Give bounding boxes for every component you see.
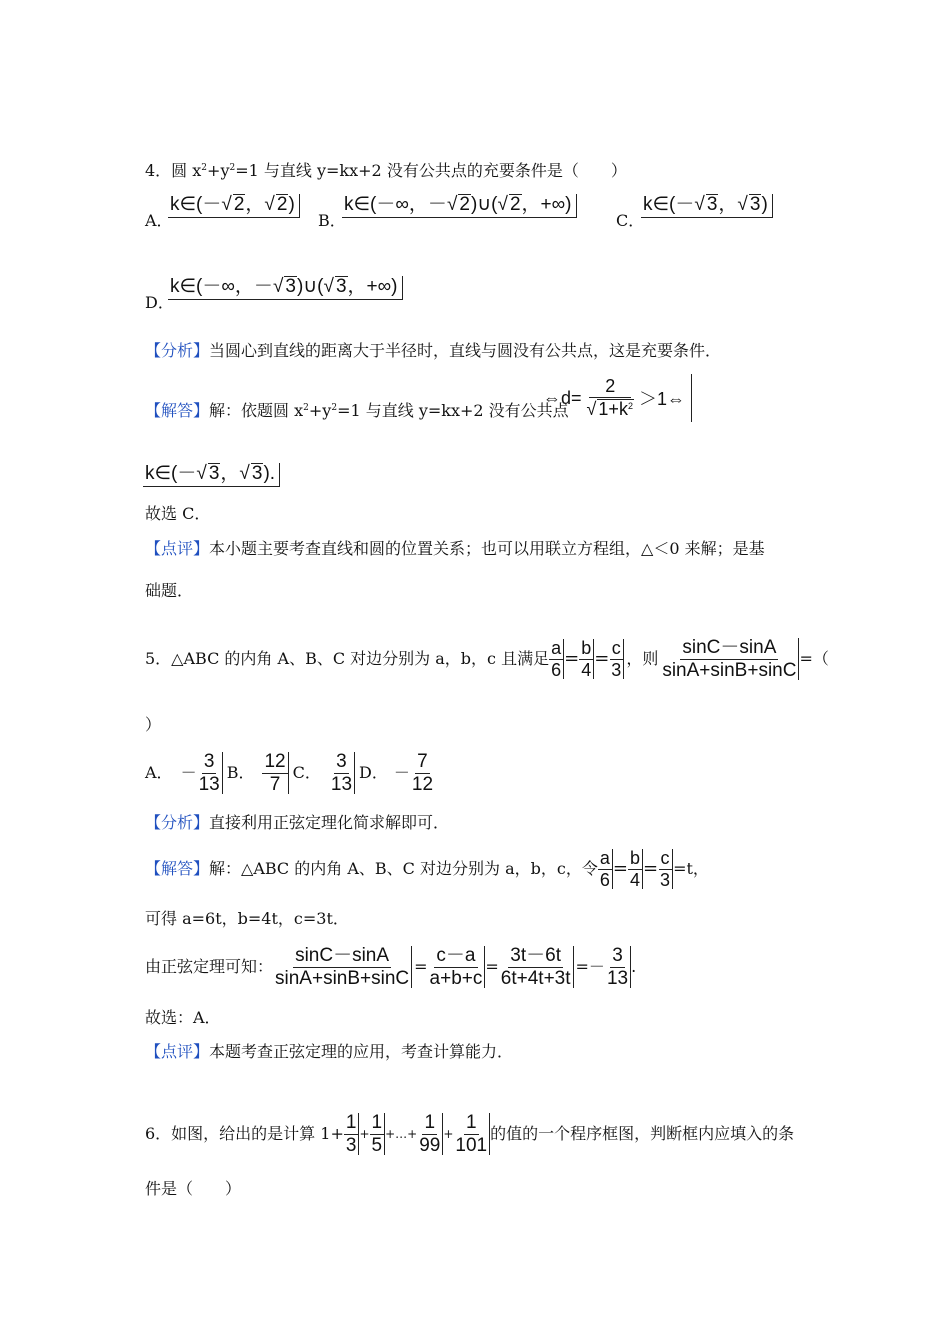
q4-option-a-label: A． xyxy=(145,211,173,230)
q5-option-c-value: $\frac{3}{13}$ xyxy=(329,752,355,795)
analysis-tag: 【分析】 xyxy=(145,813,210,832)
q5-comment: 【点评】本题考查正弦定理的应用，考查计算能力． xyxy=(145,1042,514,1061)
q5-choice: 故选：A． xyxy=(145,1008,221,1027)
q4-choice: 故选 C． xyxy=(145,504,211,523)
q6-stem-line2: 件是（ ） xyxy=(145,1179,242,1198)
q4-stem: 4．圆 $x^2+y^2=1$ 与直线 y=kx+2 没有公共点的充要条件是（ ） xyxy=(145,161,627,180)
q5-analysis: 【分析】直接利用正弦定理化简求解即可． xyxy=(145,813,450,832)
q4-option-d-label: D． xyxy=(145,293,174,312)
comment-tag: 【点评】 xyxy=(145,539,210,558)
q4-distance-formula: ⇔d= $\frac{2}{√ 1+k^2}$ ＞1⇔ xyxy=(543,374,692,422)
q4-option-b-formula: k∈(－∞，－√ 2)∪(√ 2，+∞) xyxy=(342,194,577,218)
q5-frac-b-4: $\frac{b}{4}$ xyxy=(579,639,594,680)
q4-comment-line2: 础题． xyxy=(145,581,194,600)
q5-option-b-value: $\frac{12}{7}$ xyxy=(262,752,288,795)
q5-frac-a-6: $\frac{a}{6}$ xyxy=(549,639,564,680)
q6-stem: 6．如图，给出的是计算 1+ $\frac{1}{3}$ + $\frac{1}{5}$ +…+ $\frac{1}{99}$ + $\frac{1}{101}$ 的值的一个程序框图，判断框内应填入的条 xyxy=(145,1111,795,1156)
q4-solution-result: k∈(－√ 3，√ 3). xyxy=(143,463,280,487)
q4-option-d-formula: k∈(－∞，－√ 3)∪(√ 3，+∞) xyxy=(168,276,403,300)
q5-stem-close: ） xyxy=(145,715,162,734)
q5-options: A． － $\frac{3}{13}$ B． $\frac{12}{7}$ C． $\frac{3}{13}$ D． － $\frac{7}{12}$ xyxy=(145,750,434,795)
solution-tag: 【解答】 xyxy=(145,401,210,420)
q5-option-a-value: $\frac{3}{13}$ xyxy=(197,752,223,795)
q5-stem: 5．△ABC 的内角 A、B、C 对边分别为 a，b，c 且满足 $\frac{a}{6}$ = $\frac{b}{4}$ = $\frac{c}{3}$ ，则 $\frac{\sin C-\sin A}{\sin A+\sin B+\sin C}$ =（ xyxy=(145,636,829,681)
q4-solution-line1: 【解答】解：依题圆 $x^2+y^2=1$ 与直线 y=kx+2 没有公共点 xyxy=(145,401,569,420)
q4-option-a-formula: k∈(－√ 2，√ 2) xyxy=(168,194,300,218)
analysis-tag: 【分析】 xyxy=(145,341,210,360)
solution-tag: 【解答】 xyxy=(145,859,210,878)
q5-solution-line1: 【解答】 解：△ABC 的内角 A、B、C 对边分别为 a，b，c，令 $\frac{a}{6}$ = $\frac{b}{4}$ = $\frac{c}{3}$ =t， xyxy=(145,847,709,890)
q4-analysis: 【分析】当圆心到直线的距离大于半径时，直线与圆没有公共点，这是充要条件． xyxy=(145,341,722,360)
q5-solution-line3: 由正弦定理可知： $\frac{\sin C-\sin A}{\sin A+\sin B+\sin C}$ = $\frac{c-a}{a+b+c}$ = $\frac{3t-6t}{6t+4t+3t}$ =－ $\frac{3}{13}$ . xyxy=(145,944,637,989)
q4-option-c-label: C． xyxy=(616,211,645,230)
q5-option-d-value: $\frac{7}{12}$ xyxy=(411,750,434,795)
q4-option-c-formula: k∈(－√ 3，√ 3) xyxy=(641,194,773,218)
q5-target-fraction: $\frac{\sin C-\sin A}{\sin A+\sin B+\sin C}$ xyxy=(660,638,799,681)
q4-comment-line1: 【点评】本小题主要考查直线和圆的位置关系；也可以用联立方程组，△＜0 来解；是基 xyxy=(145,539,765,558)
q4-option-b-label: B． xyxy=(318,211,346,230)
comment-tag: 【点评】 xyxy=(145,1042,210,1061)
q5-frac-c-3: $\frac{c}{3}$ xyxy=(609,639,624,680)
q5-solution-line2: 可得 a=6t，b=4t，c=3t． xyxy=(145,909,349,928)
